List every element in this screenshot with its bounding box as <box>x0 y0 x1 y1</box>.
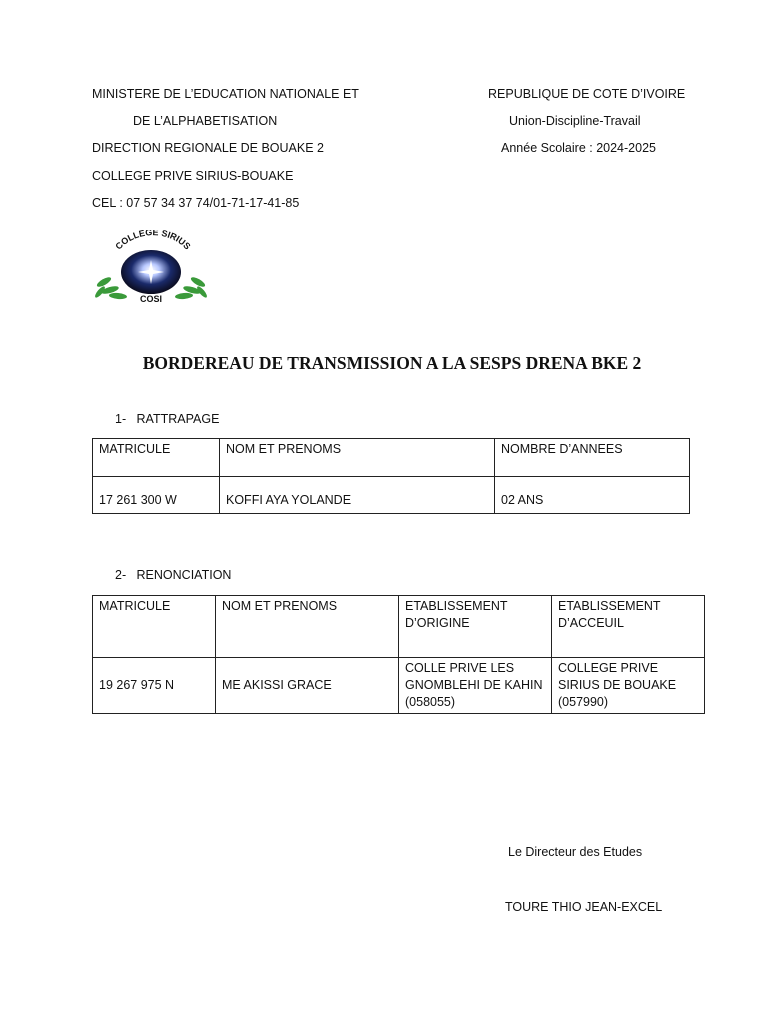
svg-text:COLLEGE SIRIUS <box>113 230 192 252</box>
cell-years: 02 ANS <box>495 477 690 514</box>
header-ministry-line1: MINISTERE DE L’EDUCATION NATIONALE ET <box>92 87 359 101</box>
cell-name: ME AKISSI GRACE <box>216 658 399 714</box>
header-cell: ETABLISSEMENT D’ORIGINE <box>399 596 552 658</box>
table-row <box>93 658 705 714</box>
cell-name: KOFFI AYA YOLANDE <box>220 477 495 514</box>
cell-origin-school: COLLE PRIVE LES GNOMBLEHI DE KAHIN (058055) <box>399 658 552 714</box>
header-cell: MATRICULE <box>93 439 220 477</box>
header-ministry-line2: DE L’ALPHABETISATION <box>133 114 278 128</box>
rattrapage-table <box>92 438 690 514</box>
cell-matricule: 19 267 975 N <box>93 658 216 714</box>
section2-heading: 2- RENONCIATION <box>115 568 232 582</box>
header-cell: NOMBRE D’ANNEES <box>495 439 690 477</box>
section1-heading: 1- RATTRAPAGE <box>115 412 220 426</box>
header-cell: NOM ET PRENOMS <box>220 439 495 477</box>
header-college: COLLEGE PRIVE SIRIUS-BOUAKE <box>92 169 294 183</box>
table-row <box>93 477 690 514</box>
header-direction: DIRECTION REGIONALE DE BOUAKE 2 <box>92 141 324 155</box>
header-cell: NOM ET PRENOMS <box>216 596 399 658</box>
header-phone: CEL : 07 57 34 37 74/01-71-17-41-85 <box>92 196 300 210</box>
renonciation-table <box>92 595 705 714</box>
header-cell: MATRICULE <box>93 596 216 658</box>
table-header-row <box>93 439 690 477</box>
header-school-year: Année Scolaire : 2024-2025 <box>501 141 656 155</box>
table-header-row <box>93 596 705 658</box>
college-logo <box>90 230 212 310</box>
header-motto: Union-Discipline-Travail <box>509 114 641 128</box>
signature-name: TOURE THIO JEAN-EXCEL <box>505 900 663 914</box>
header-republic: REPUBLIQUE DE COTE D’IVOIRE <box>488 87 686 101</box>
logo-top-text: COLLEGE SIRIUS <box>113 230 193 252</box>
cell-matricule: 17 261 300 W <box>93 477 220 514</box>
cell-destination-school: COLLEGE PRIVE SIRIUS DE BOUAKE (057990) <box>552 658 705 714</box>
header-cell: ETABLISSEMENT D’ACCEUIL <box>552 596 705 658</box>
logo-bottom-text: COSI <box>139 294 163 304</box>
document-title: BORDEREAU DE TRANSMISSION A LA SESPS DRENA BKE 2 <box>142 353 642 373</box>
signature-role: Le Directeur des Etudes <box>508 845 643 859</box>
